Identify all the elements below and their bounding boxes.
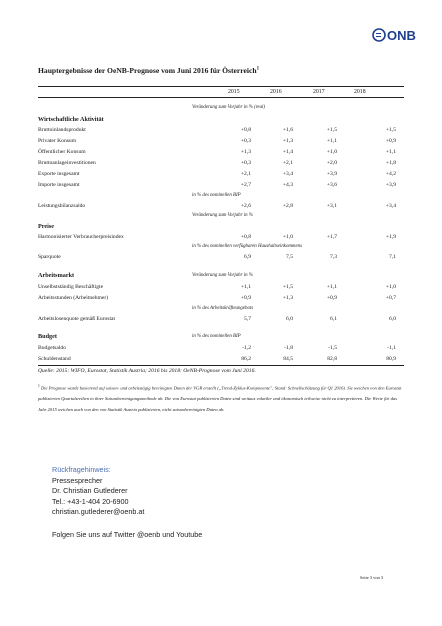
- contact-heading: Rückfragehinweis:: [52, 465, 111, 474]
- row-label: Sparquote: [38, 254, 61, 260]
- cell-2015: +2,1: [240, 171, 251, 177]
- cell-2015: 5,7: [244, 316, 251, 322]
- cell-2018: +0,7: [385, 295, 396, 301]
- cell-2016: +1,3: [282, 295, 293, 301]
- cell-2018: -1,1: [387, 345, 396, 351]
- cell-2015: +0,3: [240, 138, 251, 144]
- cell-2017: +1,0: [326, 149, 337, 155]
- cell-2017: +1,1: [326, 284, 337, 290]
- unit-note-bip2: in % des nominellen BIP: [192, 334, 241, 339]
- row-label: Bruttoinlandsprodukt: [38, 127, 86, 133]
- cell-2015: +1,3: [240, 149, 251, 155]
- cell-2016: +4,3: [282, 182, 293, 188]
- row-label: Leistungsbilanzsaldo: [38, 203, 86, 209]
- unit-note-arb: in % des Arbeitskräfteangebots: [192, 306, 254, 311]
- cell-2016: +1,3: [282, 138, 293, 144]
- cell-2017: +3,1: [326, 203, 337, 209]
- table-row: [38, 232, 404, 242]
- title-footnote-mark: 1: [256, 66, 260, 72]
- table-row: [38, 354, 404, 364]
- row-label: Importe insgesamt: [38, 182, 80, 188]
- oenb-logo-icon: [372, 28, 418, 42]
- cell-2015: +0,8: [240, 234, 251, 240]
- table-row: [38, 293, 404, 303]
- cell-2016: 7,5: [286, 254, 293, 260]
- cell-2018: +3,9: [385, 182, 396, 188]
- cell-2016: 6,0: [286, 316, 293, 322]
- title-text: Hauptergebnisse der OeNB-Prognose vom Juni 2016 für Österreich: [38, 66, 257, 75]
- cell-2018: +1,9: [385, 234, 396, 240]
- contact-role: Pressesprecher: [52, 475, 103, 485]
- unit-note-real: Veränderung zum Vorjahr in % (real): [192, 105, 266, 110]
- cell-2015: +0,3: [240, 160, 251, 166]
- contact-phone: Tel.: +43-1-404 20-6900: [52, 496, 129, 506]
- cell-2015: +2,7: [240, 182, 251, 188]
- table-row: [38, 252, 404, 262]
- page-title: [38, 66, 259, 75]
- section-wirtschaft: Wirtschaftliche Aktivität: [38, 116, 104, 123]
- footnote: [38, 381, 404, 415]
- cell-2018: +1,5: [385, 127, 396, 133]
- oenb-logo: [372, 28, 418, 42]
- table-row: [38, 180, 404, 190]
- cell-2018: 7,1: [389, 254, 396, 260]
- cell-2016: +1,0: [282, 234, 293, 240]
- row-label: Öffentlicher Konsum: [38, 149, 86, 155]
- cell-2018: +1,1: [385, 149, 396, 155]
- table-row: [38, 282, 404, 292]
- cell-2018: 6,0: [389, 316, 396, 322]
- source-note: Quelle: 2015: WIFO, Eurostat, Statistik Austria; 2016 bis 2018: OeNB-Prognose vom Juni 2016.: [38, 368, 256, 374]
- cell-2017: +3,9: [326, 171, 337, 177]
- table-row: [38, 158, 404, 168]
- table-row: [38, 136, 404, 146]
- footnote-mark: 1: [38, 384, 40, 388]
- cell-2017: +1,5: [326, 127, 337, 133]
- cell-2016: 84,5: [283, 356, 293, 362]
- logo-text: ONB: [387, 28, 416, 42]
- cell-2015: +2,6: [240, 203, 251, 209]
- cell-2015: +1,1: [240, 284, 251, 290]
- unit-note-bip: in % des nominellen BIP: [192, 193, 241, 198]
- row-label: Privater Konsum: [38, 138, 77, 144]
- cell-2017: +0,9: [326, 295, 337, 301]
- cell-2016: +1,6: [282, 127, 293, 133]
- contact-block: [52, 465, 144, 518]
- cell-2017: +1,1: [326, 138, 337, 144]
- cell-2018: +4,2: [385, 171, 396, 177]
- year-header-2017: 2017: [313, 89, 325, 95]
- cell-2017: 6,1: [330, 316, 337, 322]
- unit-note-pct: Veränderung zum Vorjahr in %: [192, 213, 253, 218]
- row-label: Harmonisierter Verbraucherpreisindex: [38, 234, 124, 240]
- cell-2017: 7,3: [330, 254, 337, 260]
- row-label: Budgetsaldo: [38, 345, 66, 351]
- year-header-2018: 2018: [354, 89, 366, 95]
- unit-note-pct2: Veränderung zum Vorjahr in %: [192, 273, 253, 278]
- cell-2016: +1,4: [282, 149, 293, 155]
- section-arbeitsmarkt: Arbeitsmarkt: [38, 272, 75, 279]
- table-row: [38, 343, 404, 353]
- footnote-text: Die Prognose wurde basierend auf saison- und arbeitstägig bereinigten Daten der VGR erstellt („Trend-Zyklus-Komponente"; Stand: Schnellschätzung für Q1 2016). Sie weichen von den Eurostat publizierten Quartalsreihen in ihrer Saisonbereinigungsmethode ab. Die von Eurostat publizierten Daten sind weitaus volatiler und ökonomisch teilweise nicht zu interpretieren. Die Werte für das Jahr 2015 weichen auch von den von Statistik Austria publizierten, nicht saisonbereinigten Daten ab.: [38, 385, 402, 412]
- table-top-rule: [38, 86, 404, 87]
- cell-2017: 82,8: [327, 356, 337, 362]
- cell-2016: +2,8: [282, 203, 293, 209]
- cell-2018: +1,0: [385, 284, 396, 290]
- cell-2018: +1,8: [385, 160, 396, 166]
- row-label: Unselbstständig Beschäftigte: [38, 284, 104, 290]
- cell-2017: +1,7: [326, 234, 337, 240]
- contact-name: Dr. Christian Gutlederer: [52, 486, 128, 496]
- table-bottom-rule: [38, 365, 404, 366]
- contact-email[interactable]: christian.gutlederer@oenb.at: [52, 507, 145, 517]
- section-budget: Budget: [38, 333, 57, 340]
- cell-2016: +2,1: [282, 160, 293, 166]
- table-row: [38, 169, 404, 179]
- twitter-note: Folgen Sie uns auf Twitter @oenb und Youtube: [52, 530, 203, 539]
- unit-note-hh: in % des nominellen verfügbaren Haushaltseinkommens: [192, 244, 302, 249]
- cell-2015: 86,2: [241, 356, 251, 362]
- row-label: Exporte insgesamt: [38, 171, 80, 177]
- cell-2015: +0,9: [240, 295, 251, 301]
- row-label: Schuldenstand: [38, 356, 71, 362]
- page-number: Seite 3 von 3: [360, 575, 384, 580]
- cell-2015: +0,8: [240, 127, 251, 133]
- table-row: [38, 314, 404, 324]
- year-header-2015: 2015: [228, 89, 240, 95]
- cell-2018: 80,9: [386, 356, 396, 362]
- cell-2016: -1,8: [284, 345, 293, 351]
- cell-2017: +3,6: [326, 182, 337, 188]
- row-label: Arbeitslosenquote gemäß Eurostat: [38, 316, 116, 322]
- row-label: Arbeitsstunden (Arbeitnehmer): [38, 295, 109, 301]
- cell-2018: +0,9: [385, 138, 396, 144]
- cell-2015: 6,9: [244, 254, 251, 260]
- cell-2017: +2,0: [326, 160, 337, 166]
- year-header-2016: 2016: [270, 89, 282, 95]
- cell-2018: +3,4: [385, 203, 396, 209]
- cell-2016: +1,5: [282, 284, 293, 290]
- table-row: [38, 125, 404, 135]
- row-label: Bruttoanlageinvestitionen: [38, 160, 96, 166]
- table-row: [38, 201, 404, 211]
- cell-2016: +3,4: [282, 171, 293, 177]
- table-header-rule: [38, 97, 404, 98]
- cell-2017: -1,5: [328, 345, 337, 351]
- cell-2015: -1,2: [242, 345, 251, 351]
- section-preise: Preise: [38, 223, 55, 230]
- table-row: [38, 147, 404, 157]
